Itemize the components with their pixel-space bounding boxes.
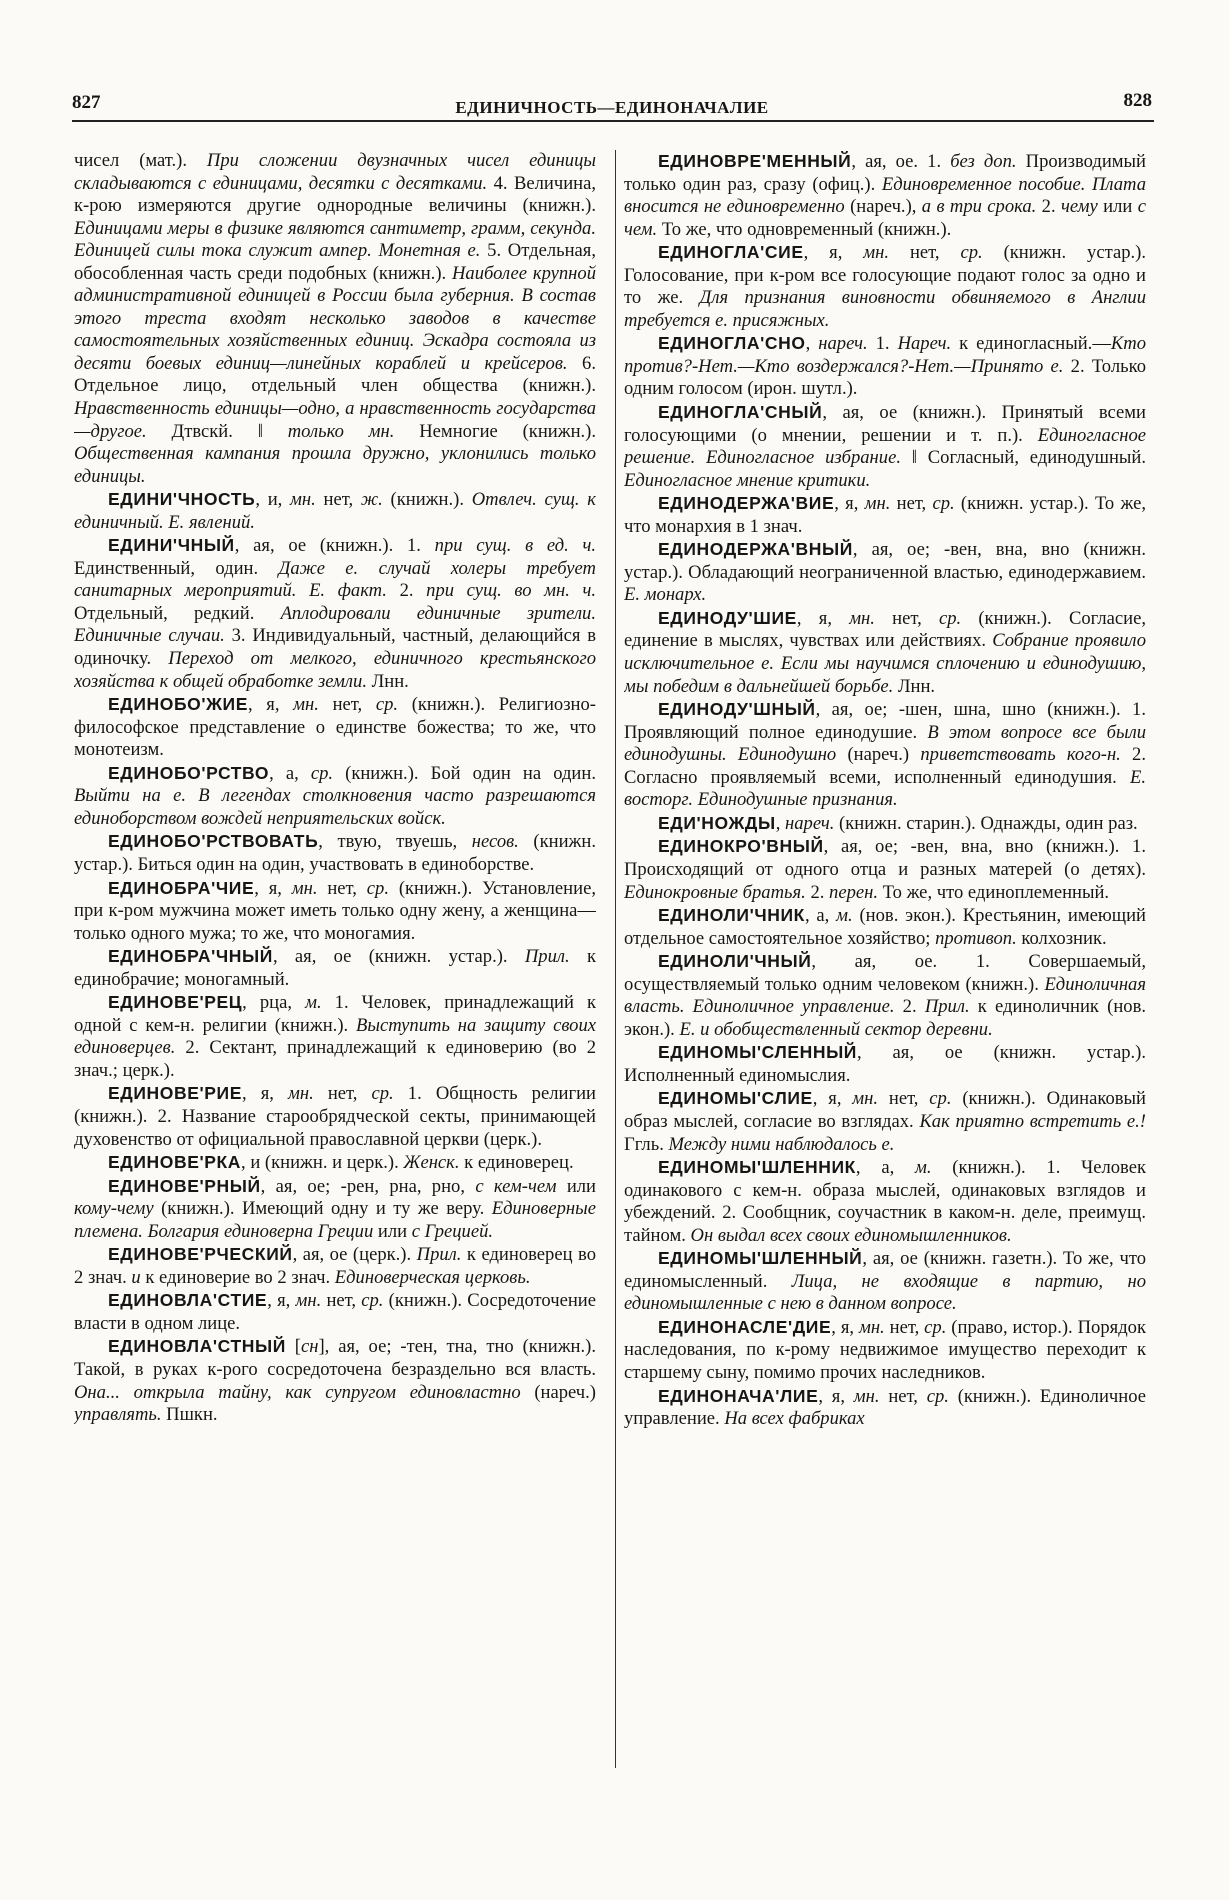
entry-text: 2.	[805, 881, 830, 903]
example-text: Единоличная власть. Единоличное управление.	[624, 973, 1146, 1018]
entry-text: , и (книжн. и церк.).	[241, 1152, 404, 1174]
grammar-note: ж.	[360, 489, 383, 511]
entry-text: ,	[775, 812, 786, 834]
entry-headword: ЕДИНОВЕ'РНЫЙ	[108, 1175, 261, 1196]
page-header	[72, 88, 1152, 118]
entry-text: или	[556, 1175, 596, 1197]
grammar-note: при сущ. в ед. ч.	[434, 535, 596, 557]
entry-text: 2. Согласно проявляемый всеми, исполненный единодушия.	[624, 744, 1146, 788]
example-text: При сложении двузначных чисел единицы складываются с единицами, десятки с десятками.	[74, 150, 596, 194]
entry-text: , ая, ое (книжн. устар.). Исполненный единомыслия.	[624, 1042, 1146, 1086]
example-text: Лица, не входящие в партию, но единомышленные с нею в данном вопросе.	[624, 1270, 1146, 1315]
dictionary-entry	[624, 1316, 1146, 1385]
entry-text: , ая, ое; -вен, вна, вно (книжн. устар.). Обладающий неограниченной властью, единодержавием.	[624, 539, 1146, 583]
entry-text: (книжн.). Имеющий одну и ту же веру.	[153, 1198, 492, 1220]
grammar-note: Нареч.	[897, 333, 952, 355]
dictionary-entry	[624, 1247, 1146, 1316]
dictionary-entry	[624, 1087, 1146, 1156]
entry-text: ‖ Согласный, единодушный.	[900, 447, 1146, 469]
dictionary-entry	[624, 812, 1146, 836]
entry-headword: ЕДИНОМЫ'СЛЕННЫЙ	[658, 1042, 857, 1063]
entry-text: (книжн.). Согласие, единение в мыслях, чувствах или действиях.	[624, 607, 1146, 652]
grammar-note: ср.	[960, 242, 983, 264]
grammar-note: с кем-чем	[475, 1175, 557, 1197]
entry-headword: ЕДИНОБРА'ЧНЫЙ	[108, 946, 273, 967]
grammar-note: мн.	[295, 1290, 322, 1312]
example-text: Нравственность единицы—одно, а нравственность государства—другое.	[74, 398, 596, 442]
grammar-note: мн.	[858, 1316, 885, 1338]
entry-text: к единоличник (нов. экон.).	[624, 996, 1146, 1040]
grammar-note: Прил.	[416, 1244, 462, 1266]
grammar-note: мн.	[852, 1088, 879, 1110]
dictionary-entry	[74, 1335, 596, 1426]
entry-text: или	[1097, 196, 1138, 218]
grammar-note: ср.	[924, 1316, 947, 1338]
entry-text: Лнн.	[893, 675, 936, 697]
dictionary-entry	[74, 991, 596, 1082]
entry-text: ,	[805, 333, 819, 355]
grammar-note: несов.	[471, 831, 519, 853]
example-text: Как приятно встретить е.!	[919, 1110, 1146, 1132]
dictionary-entry	[624, 150, 1146, 241]
entry-text: , а,	[855, 1157, 915, 1179]
grammar-note: ср.	[938, 607, 962, 629]
entry-text: , твую, твуешь,	[318, 831, 472, 853]
example-text: Общественная кампания прошла дружно, уклонились только единицы.	[74, 443, 596, 487]
example-text: На всех фабриках	[724, 1408, 865, 1430]
grammar-note: ср.	[932, 493, 955, 515]
dictionary-entry	[74, 1082, 596, 1151]
grammar-note: с чем.	[624, 196, 1146, 240]
entry-headword: ЕДИНОДУ'ШИЕ	[658, 607, 797, 628]
example-text: Единогласное решение. Единогласное избрание.	[624, 424, 1146, 469]
entry-headword: ЕДИНОМЫ'СЛИЕ	[658, 1088, 813, 1109]
header-rule	[72, 120, 1154, 122]
running-title: ЕДИНИЧНОСТЬ—ЕДИНОНАЧАЛИЕ	[455, 98, 769, 117]
grammar-note: м.	[914, 1157, 932, 1179]
entry-headword: ЕДИНОЛИ'ЧНИК	[658, 905, 805, 926]
grammar-note: ср.	[310, 762, 334, 784]
entry-text: , ая, ое (книжн. газетн.). То же, что единомысленный.	[624, 1248, 1146, 1292]
example-text: приветствовать кого-н.	[920, 744, 1121, 766]
page-number-right: 828	[1123, 90, 1152, 111]
example-text: Е. восторг. Единодушные признания.	[624, 766, 1146, 811]
grammar-note: мн.	[849, 607, 875, 629]
entry-text: , я,	[818, 1385, 854, 1407]
entry-text: Лнн.	[366, 670, 409, 692]
example-text: Кто против?-Нет.—Кто воздержался?-Нет.—Принято е.	[624, 333, 1146, 377]
dictionary-entry	[624, 698, 1146, 812]
page-number-left: 827	[72, 92, 101, 113]
example-text: Отвлеч. сущ. к единичный. Е. явлений.	[74, 489, 596, 533]
entry-headword: ЕДИНОБО'ЖИЕ	[108, 694, 248, 715]
entry-text: 2.	[1036, 196, 1061, 218]
entry-headword: ЕДИНОБО'РСТВОВАТЬ	[108, 831, 319, 852]
dictionary-entry	[74, 150, 596, 488]
entry-text: Единственный, один.	[74, 557, 279, 579]
entry-text: нет,	[878, 1088, 930, 1110]
grammar-note: мн.	[291, 877, 318, 899]
entry-text: (книжн.).	[382, 489, 472, 511]
dictionary-entry	[74, 693, 596, 762]
dictionary-entry	[74, 830, 596, 876]
entry-headword: ЕДИНОКРО'ВНЫЙ	[658, 836, 824, 857]
grammar-note: мн.	[864, 493, 891, 515]
entry-text: 2. Только одним голосом (ирон. шутл.).	[624, 355, 1146, 400]
entry-text: (книжн.). Религиозно-философское представление о единстве божества; то же, что монотеизм.	[74, 694, 596, 761]
entry-text: , ая, ое; -рен, рна, рно,	[260, 1175, 476, 1197]
entry-text: чисел (мат.).	[74, 150, 207, 171]
entry-headword: ЕДИНОВЕ'РКА	[108, 1152, 242, 1173]
entry-text: , ая, ое; -шен, шна, шно (книжн.). 1. Проявляющий полное единодушие.	[624, 699, 1146, 743]
grammar-note: м.	[836, 905, 853, 927]
grammar-note: ср.	[361, 1290, 384, 1312]
entry-headword: ЕДИНОБРА'ЧИЕ	[108, 877, 255, 898]
dictionary-entry	[74, 877, 596, 946]
entry-headword: ЕДИ'НОЖДЫ	[658, 812, 776, 833]
entry-text: То же, что одновременный (книжн.).	[657, 218, 952, 240]
entry-text: 1.	[867, 333, 898, 355]
column-divider	[615, 150, 616, 1768]
grammar-note: мн.	[863, 242, 890, 264]
dictionary-entry	[74, 1151, 596, 1175]
entry-text: , ая, ое. 1.	[851, 151, 951, 172]
entry-text: 2.	[894, 996, 925, 1018]
dictionary-entry	[624, 1156, 1146, 1247]
entry-text: , я,	[241, 1083, 288, 1105]
dictionary-entry	[74, 945, 596, 991]
entry-text: или	[373, 1220, 412, 1242]
entry-headword: ЕДИНОВЛА'СТНЫЙ	[108, 1336, 286, 1357]
entry-text: нет,	[879, 1385, 927, 1407]
entry-text: Ггль.	[624, 1133, 669, 1155]
dictionary-entry	[624, 950, 1146, 1041]
dictionary-entry	[624, 241, 1146, 332]
grammar-note: перен.	[829, 881, 879, 903]
entry-headword: ЕДИНОМЫ'ШЛЕННЫЙ	[658, 1248, 863, 1269]
entry-text: к единобрачие; моногамный.	[74, 946, 596, 990]
entry-text: 3. Индивидуальный, частный, делающийся в одиночку.	[74, 625, 596, 670]
entry-text: (книжн.). Установление, при к-ром мужчина может иметь только одну жену, а женщина—только одного мужа; то же, что моногамия.	[74, 877, 596, 944]
entry-text: (книжн.). Одинаковый образ мыслей, согласие во взглядах.	[624, 1088, 1146, 1132]
entry-headword: ЕДИНОБО'РСТВО	[108, 762, 270, 783]
entry-text: , я,	[803, 242, 864, 264]
entry-headword: ЕДИНОВЕ'РЧЕСКИЙ	[108, 1244, 293, 1265]
entry-text: (книжн. устар.). Голосование, при к-ром все голосующие подают голос за одно и то же.	[624, 242, 1146, 309]
grammar-note: кому-чему	[74, 1198, 154, 1220]
entry-text: нет,	[889, 242, 961, 264]
entry-text: (книжн.). Бой один на один.	[333, 762, 596, 784]
entry-text: нет,	[315, 489, 361, 511]
dictionary-entry	[624, 607, 1146, 698]
entry-headword: ЕДИНОНАЧА'ЛИЕ	[658, 1385, 819, 1406]
right-column	[624, 150, 1146, 1770]
entry-text: Немногие (книжн.).	[394, 420, 596, 442]
example-text: Собрание проявило исключительное е. Если мы научимся сплочению и единодушию, мы победим в дальнейшей борьбе.	[624, 630, 1146, 697]
entry-text: (книжн.). Сосредоточение власти в одном лице.	[74, 1290, 596, 1334]
grammar-note: Прил.	[924, 996, 970, 1018]
entry-text: к единоверец.	[459, 1152, 574, 1174]
entry-headword: ЕДИНОДЕРЖА'ВНЫЙ	[658, 539, 853, 560]
grammar-note: Женск.	[403, 1152, 460, 1174]
entry-text: (книжн. устар.). Биться один на один, участвовать в единоборстве.	[74, 831, 596, 875]
example-text: Выйти на е. В легендах столкновения часто разрешаются единоборством вождей неприятельских войск.	[74, 785, 596, 829]
example-text: с Грецией.	[411, 1220, 494, 1242]
entry-text: Пшкн.	[161, 1404, 218, 1426]
entry-text: ], ая, ое; -тен, тна, тно (книжн.). Такой, в руках к-рого сосредоточена безраздельно вся власть.	[74, 1336, 596, 1380]
dictionary-entry	[74, 1289, 596, 1335]
dictionary-entry	[74, 488, 596, 534]
entry-text: , я,	[796, 607, 850, 629]
entry-text: (право, истор.). Порядок наследования, по к-рому недвижимое имущество переходит к старшему сыну, помимо прочих наследников.	[624, 1316, 1146, 1383]
entry-text: колхозник.	[1016, 927, 1107, 949]
grammar-note: сн	[300, 1336, 319, 1358]
entry-text: (книжн. старин.). Однажды, один раз.	[834, 812, 1138, 834]
left-column	[74, 150, 596, 1770]
entry-text: к единогласный.—	[951, 333, 1111, 355]
example-text: Единицами меры в физике являются сантиметр, грамм, секунда. Единицей силы тока служит ампер. Монетная е.	[74, 217, 596, 262]
entry-text: нет,	[890, 493, 933, 515]
dictionary-entry	[74, 1175, 596, 1244]
entry-headword: ЕДИНОЛИ'ЧНЫЙ	[658, 951, 812, 972]
entry-text: , ая, ое (церк.).	[292, 1244, 417, 1266]
entry-text: 1. Общность религии (книжн.). 2. Название старообрядческой секты, принимающей духовенство от официальной православной церкви (церк.).	[74, 1083, 596, 1150]
entry-text: (нареч.),	[844, 196, 922, 218]
entry-text: Отдельный, редкий.	[74, 602, 281, 624]
dictionary-entry	[74, 534, 596, 693]
entry-text: То же, что единоплеменный.	[878, 881, 1110, 903]
entry-text: нет,	[317, 877, 367, 899]
example-text: Единогласное мнение критики.	[624, 469, 871, 491]
grammar-note: мн.	[290, 489, 316, 511]
entry-headword: ЕДИНОМЫ'ШЛЕННИК	[658, 1157, 856, 1178]
example-text: Между ними наблюдалось е.	[668, 1133, 895, 1155]
entry-headword: ЕДИНОВРЕ'МЕННЫЙ	[658, 151, 852, 171]
entry-headword: ЕДИНОВЛА'СТИЕ	[108, 1290, 268, 1311]
entry-text: , ая, ое; -вен, вна, вно (книжн.). 1. Происходящий от одного отца и разных матерей (о детях).	[624, 836, 1146, 880]
grammar-note: только мн.	[287, 420, 395, 442]
entry-text: 6. Отдельное лицо, отдельный член общества (книжн.).	[74, 352, 596, 397]
entry-text: Производимый только один раз, сразу (офиц.).	[624, 151, 1146, 195]
dictionary-entry	[624, 904, 1146, 950]
example-text: а в три срока.	[921, 196, 1037, 218]
example-text: Единовременное пособие. Плата вносится не единовременно	[624, 173, 1146, 218]
entry-text: нет,	[874, 607, 939, 629]
entry-text: нет,	[313, 1083, 372, 1105]
dictionary-entry	[624, 332, 1146, 401]
entry-text: , а,	[269, 762, 311, 784]
grammar-note: ср.	[371, 1083, 394, 1105]
example-text: Единокровные братья.	[624, 881, 806, 903]
entry-text: нет,	[884, 1316, 925, 1338]
entry-text: , и,	[255, 489, 291, 511]
entry-text: 2.	[386, 580, 427, 602]
grammar-note: ср.	[926, 1385, 949, 1407]
entry-text: , ая, ое (книжн.). 1.	[234, 535, 435, 557]
entry-headword: ЕДИНОГЛА'СНЫЙ	[658, 402, 823, 423]
grammar-note: ср.	[366, 877, 389, 899]
grammar-note: нареч.	[818, 333, 868, 355]
entry-headword: ЕДИНОДЕРЖА'ВИЕ	[658, 493, 835, 514]
dictionary-entry	[624, 492, 1146, 538]
entry-text: , я,	[248, 694, 294, 716]
dictionary-entry	[74, 762, 596, 831]
example-text: Для признания виновности обвиняемого в Англии требуется е. присяжных.	[624, 287, 1146, 331]
grammar-note: мн.	[288, 1083, 314, 1105]
grammar-note: Прил.	[524, 946, 570, 968]
dictionary-entry	[624, 835, 1146, 904]
entry-text: нет,	[321, 1290, 362, 1312]
entry-text: к единоверец во 2 знач.	[74, 1244, 596, 1288]
entry-text: [	[285, 1336, 301, 1358]
entry-text: нет,	[318, 694, 376, 716]
entry-text: , я,	[812, 1088, 853, 1110]
example-text: Наиболее крупной административной единицей в России была губерния. В состав этого треста входят несколько заводов в качестве самостоятельных хозяйственных единиц. Эскадра состояла из десяти боевых единиц—линейных кораблей и крейсеров.	[74, 262, 596, 374]
grammar-note: чему	[1061, 196, 1098, 218]
grammar-note: ср.	[929, 1088, 952, 1110]
example-text: Выступить на защиту своих единоверцев.	[74, 1014, 596, 1059]
entry-headword: ЕДИНОГЛА'СИЕ	[658, 242, 804, 263]
example-text: Переход от мелкого, единичного крестьянского хозяйства к общей обработке земли.	[74, 648, 596, 692]
entry-text: 1. Человек, принадлежащий к одной с кем-н. религии (книжн.).	[74, 992, 596, 1036]
entry-text: , я,	[834, 493, 865, 515]
grammar-note: мн.	[293, 694, 319, 716]
example-text: Е. и обобществленный сектор деревни.	[679, 1018, 993, 1040]
example-text: Он выдал всех своих единомышленников.	[690, 1224, 1012, 1246]
entry-text: , рца,	[242, 992, 306, 1014]
entry-text: 5. Отдельная, обособленная часть среди подобных (книжн.).	[74, 240, 596, 284]
dictionary-entry	[624, 538, 1146, 607]
grammar-note: противоп.	[935, 927, 1017, 949]
entry-text: 2. Сектант, принадлежащий к единоверию (во 2 знач.; церк.).	[74, 1037, 596, 1081]
dictionary-entry	[624, 401, 1146, 492]
example-text: Единоверческая церковь.	[334, 1266, 531, 1288]
grammar-note: при сущ. во мн. ч.	[426, 580, 596, 602]
example-text: Она... открыла тайну, как супругом единовластно	[74, 1381, 521, 1403]
entry-text: к единоверие во 2 знач.	[140, 1266, 335, 1288]
entry-text: (книжн. устар.). То же, что монархия в 1 знач.	[624, 493, 1146, 537]
entry-headword: ЕДИНОНАСЛЕ'ДИЕ	[658, 1316, 832, 1337]
entry-text: , я,	[254, 877, 292, 899]
entry-text: (нареч.)	[836, 744, 921, 766]
dictionary-entry	[74, 1243, 596, 1289]
entry-text: 4. Величина, к-рою измеряются другие однородные величины (книжн.).	[74, 172, 596, 217]
example-text: Е. монарх.	[624, 584, 707, 606]
entry-text: (книжн.). Единоличное управление.	[624, 1385, 1146, 1430]
grammar-note: нареч.	[785, 812, 835, 834]
example-text: управлять.	[74, 1404, 162, 1426]
entry-headword: ЕДИНОГЛА'СНО	[658, 333, 806, 354]
entry-text: , я,	[831, 1316, 859, 1338]
example-text: Аплодировали единичные зрители. Единичные случаи.	[74, 602, 596, 647]
grammar-note: без доп.	[950, 151, 1017, 172]
entry-text: , а,	[804, 905, 837, 927]
grammar-note: ср.	[375, 694, 399, 716]
entry-text: Дтвскй. ‖	[146, 420, 288, 442]
entry-headword: ЕДИНОВЕ'РЕЦ	[108, 992, 243, 1013]
entry-text: , ая, ое (книжн.). Принятый всеми голосующими (о мнении, решении и т. п.).	[624, 402, 1146, 446]
grammar-note: м.	[305, 992, 322, 1014]
dictionary-entry	[624, 1385, 1146, 1431]
example-text: В этом вопросе все были единодушны. Единодушно	[624, 721, 1146, 766]
entry-text: (книжн.). 1. Человек одинакового с кем-н. образа мыслей, одинаковых взглядов и убеждений. 2. Сообщник, соучастник в каком-н. деле, преимущ. тайном.	[624, 1157, 1146, 1246]
entry-text: , ая, ое (книжн. устар.).	[272, 946, 525, 968]
dictionary-entry	[624, 1041, 1146, 1087]
entry-headword: ЕДИНОДУ'ШНЫЙ	[658, 699, 816, 720]
entry-text: (нов. экон.). Крестьянин, имеющий отдельное самостоятельное хозяйство;	[624, 905, 1146, 949]
grammar-note: и	[131, 1266, 141, 1288]
entry-headword: ЕДИНИ'ЧНОСТЬ	[108, 489, 256, 510]
entry-text: , я,	[267, 1290, 296, 1312]
entry-headword: ЕДИНИ'ЧНЫЙ	[108, 535, 235, 556]
example-text: Единоверные племена. Болгария единоверна Греции	[74, 1198, 596, 1242]
entry-text: (нареч.)	[520, 1381, 596, 1403]
example-text: Даже е. случай холеры требует санитарных мероприятий. Е. факт.	[74, 557, 596, 602]
grammar-note: мн.	[853, 1385, 880, 1407]
entry-text: , ая, ое. 1. Совершаемый, осуществляемый только одним человеком (книжн.).	[624, 951, 1146, 995]
entry-headword: ЕДИНОВЕ'РИЕ	[108, 1083, 242, 1104]
